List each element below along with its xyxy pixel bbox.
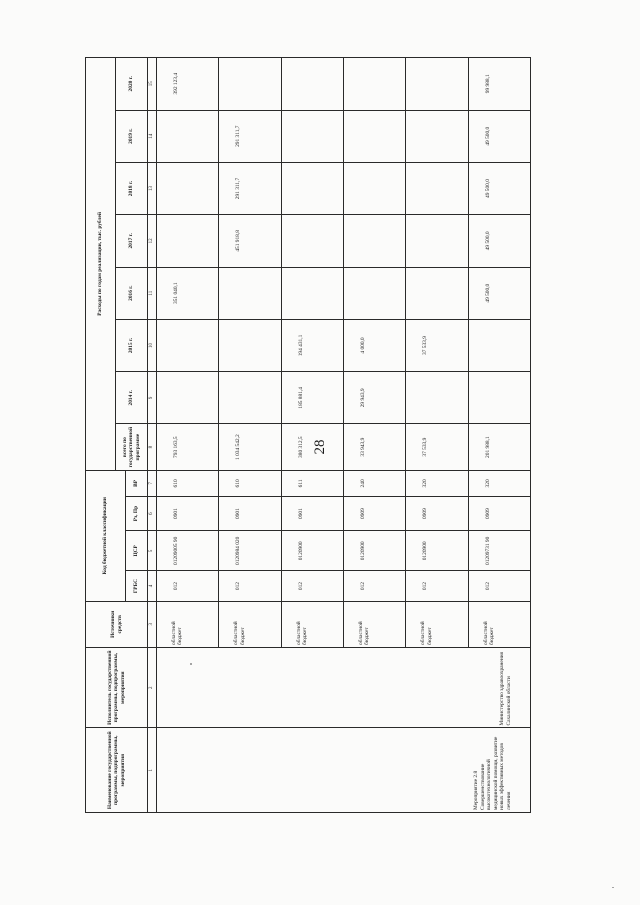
csr-cell: 0120984 020 xyxy=(219,531,281,571)
header-csr: ЦСР xyxy=(126,531,148,571)
year-cell: 29 943,9 xyxy=(343,372,405,424)
column-number: 12 xyxy=(148,215,157,267)
csr-cell: 0120900 xyxy=(343,531,405,571)
year-cell: 291 311,7 xyxy=(219,110,281,162)
total-cell: 1 034 542,2 xyxy=(219,424,281,470)
source-cell: областной бюджет xyxy=(468,601,530,647)
grbs-cell: 012 xyxy=(468,571,530,601)
year-cell xyxy=(343,58,405,111)
vr-cell: 320 xyxy=(468,470,530,496)
source-cell: областной бюджет xyxy=(406,601,468,647)
grbs-cell: 012 xyxy=(157,571,219,601)
year-cell: 37 533,9 xyxy=(406,319,468,371)
year-cell xyxy=(343,110,405,162)
year-cell: 291 311,7 xyxy=(219,162,281,214)
year-cell xyxy=(157,215,219,267)
grbs-cell: 012 xyxy=(219,571,281,601)
grbs-cell: 012 xyxy=(281,571,343,601)
year-cell xyxy=(157,319,219,371)
header-year: 2020 г. xyxy=(116,58,148,111)
header-expenses: Расходы по годам реализации, тыс. рублей xyxy=(86,58,116,471)
year-cell xyxy=(468,372,530,424)
column-number: 11 xyxy=(148,267,157,319)
grbs-cell: 012 xyxy=(406,571,468,601)
year-cell xyxy=(219,58,281,111)
page-number: 28 xyxy=(311,439,328,455)
rzpr-cell: 0901 xyxy=(281,496,343,530)
csr-cell: 0120900 xyxy=(406,531,468,571)
year-cell: 451 918,8 xyxy=(219,215,281,267)
total-cell: 201 988,1 xyxy=(468,424,530,470)
expenses-table xyxy=(85,57,531,813)
year-cell xyxy=(281,58,343,111)
column-number: 8 xyxy=(148,424,157,470)
rotated-table-wrapper xyxy=(85,57,531,813)
source-cell: областной бюджет xyxy=(281,601,343,647)
year-cell: 49 500,0 xyxy=(468,215,530,267)
column-number: 5 xyxy=(148,531,157,571)
header-rzpr: Рз, Пр xyxy=(126,496,148,530)
rzpr-cell: 0909 xyxy=(343,496,405,530)
vr-cell: 610 xyxy=(219,470,281,496)
year-cell xyxy=(406,162,468,214)
year-cell: 392 123,4 xyxy=(157,58,219,111)
header-year: 2016 г. xyxy=(116,267,148,319)
year-cell: 49 500,0 xyxy=(468,267,530,319)
header-year: 2019 г. xyxy=(116,110,148,162)
vr-cell: 320 xyxy=(406,470,468,496)
scan-speck xyxy=(612,887,614,888)
header-year: 2018 г. xyxy=(116,162,148,214)
year-cell xyxy=(157,372,219,424)
year-cell xyxy=(281,162,343,214)
year-cell xyxy=(343,215,405,267)
vr-cell: 610 xyxy=(157,470,219,496)
year-cell xyxy=(157,110,219,162)
year-cell xyxy=(406,215,468,267)
rzpr-cell: 0909 xyxy=(406,496,468,530)
year-cell xyxy=(281,110,343,162)
grbs-cell: 012 xyxy=(343,571,405,601)
column-number: 3 xyxy=(148,601,157,647)
year-cell xyxy=(219,372,281,424)
year-cell xyxy=(343,162,405,214)
year-cell xyxy=(157,162,219,214)
csr-cell: 01209005 90 xyxy=(157,531,219,571)
vr-cell: 240 xyxy=(343,470,405,496)
year-cell: 4 000,0 xyxy=(343,319,405,371)
year-cell: 185 881,4 xyxy=(281,372,343,424)
csr-cell: 01209731 90 xyxy=(468,531,530,571)
total-cell: 380 312,5 xyxy=(281,424,343,470)
year-cell: 351 040,1 xyxy=(157,267,219,319)
header-name: Наименование государственной программы, подпрограммы, мероприятия xyxy=(86,728,148,813)
year-cell xyxy=(219,267,281,319)
source-cell: областной бюджет xyxy=(343,601,405,647)
header-vr: ВР xyxy=(126,470,148,496)
header-year: 2015 г. xyxy=(116,319,148,371)
header-executor: Исполнитель государственной программы, подпрограммы, мероприятия xyxy=(86,647,148,728)
measure-executor: Министерство здравоохранения Сахалинской области xyxy=(157,647,531,728)
rzpr-cell: 0901 xyxy=(157,496,219,530)
rzpr-cell: 0901 xyxy=(219,496,281,530)
year-cell: 194 431,1 xyxy=(281,319,343,371)
year-cell xyxy=(219,319,281,371)
year-cell xyxy=(406,372,468,424)
column-number: 10 xyxy=(148,319,157,371)
column-number: 7 xyxy=(148,470,157,496)
csr-cell: 0120900 xyxy=(281,531,343,571)
year-cell xyxy=(406,267,468,319)
year-cell: 49 500,0 xyxy=(468,110,530,162)
year-cell xyxy=(406,110,468,162)
vr-cell: 611 xyxy=(281,470,343,496)
column-number: 15 xyxy=(148,58,157,111)
column-number: 2 xyxy=(148,647,157,728)
year-cell xyxy=(343,267,405,319)
year-cell xyxy=(406,58,468,111)
header-year: 2014 г. xyxy=(116,372,148,424)
header-budget-code: Код бюджетной классификации xyxy=(86,470,126,601)
column-number: 13 xyxy=(148,162,157,214)
year-cell xyxy=(281,215,343,267)
rzpr-cell: 0909 xyxy=(468,496,530,530)
table-row xyxy=(157,58,219,813)
column-number: 6 xyxy=(148,496,157,530)
source-cell: областной бюджет xyxy=(157,601,219,647)
header-total: всего по государственной программе xyxy=(116,424,148,470)
year-cell: 99 988,1 xyxy=(468,58,530,111)
measure-name: Мероприятие 2.8 Совершенствование высокотехнологичной медицинской помощи, развитие новых эффективных методов лечения xyxy=(157,728,531,813)
column-number: 4 xyxy=(148,571,157,601)
total-cell: 33 943,9 xyxy=(343,424,405,470)
total-cell: 37 533,9 xyxy=(406,424,468,470)
source-cell: областной бюджет xyxy=(219,601,281,647)
header-source: Источники средств xyxy=(86,601,148,647)
column-number: 14 xyxy=(148,110,157,162)
year-cell xyxy=(281,267,343,319)
year-cell: 49 500,0 xyxy=(468,162,530,214)
header-grbs: ГРБС xyxy=(126,571,148,601)
total-cell: 793 163,5 xyxy=(157,424,219,470)
year-cell xyxy=(468,319,530,371)
column-number: 9 xyxy=(148,372,157,424)
header-year: 2017 г. xyxy=(116,215,148,267)
column-number: 1 xyxy=(148,728,157,813)
